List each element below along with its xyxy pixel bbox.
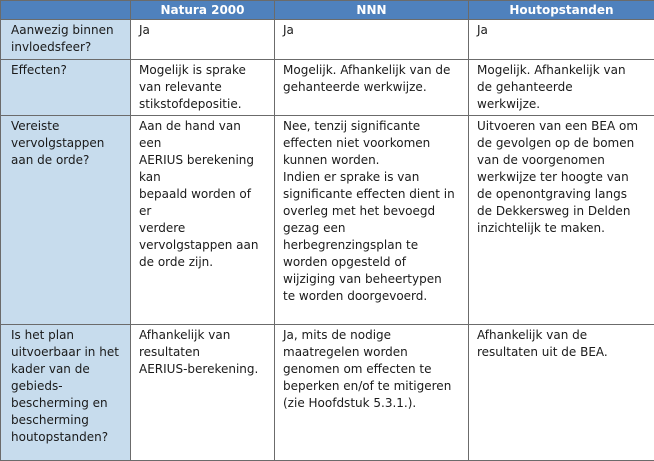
header-houtopstanden: Houtopstanden [469,1,654,20]
cell-houtopstanden: Ja [469,20,654,60]
header-corner [1,1,131,20]
table-row [1,116,654,325]
cell-nnn: Mogelijk. Afhankelijk van de gehanteerde werkwijze. [275,60,469,116]
table-row [1,20,654,60]
cell-houtopstanden: Mogelijk. Afhankelijk van de gehanteerde werkwijze. [469,60,654,116]
header-nnn: NNN [275,1,469,20]
header-row [1,1,654,20]
cell-natura: Mogelijk is sprake van relevante stikstofdepositie. [131,60,275,116]
cell-natura: Ja [131,20,275,60]
row-label: Is het plan uitvoerbaar in het kader van de gebieds- bescherming en bescherming houtopstanden? [1,325,131,461]
cell-natura: Afhankelijk van resultaten AERIUS-berekening. [131,325,275,461]
cell-houtopstanden: Afhankelijk van de resultaten uit de BEA. [469,325,654,461]
cell-natura: Aan de hand van een AERIUS berekening kan bepaald worden of er verdere vervolgstappen aan de orde zijn. [131,116,275,325]
row-label: Vereiste vervolgstappen aan de orde? [1,116,131,325]
header-natura-2000: Natura 2000 [131,1,275,20]
row-label: Effecten? [1,60,131,116]
cell-houtopstanden: Uitvoeren van een BEA om de gevolgen op de bomen van de voorgenomen werkwijze ter hoogte van de openontgraving langs de Dekkersweg in Delden inzichtelijk te maken. [469,116,654,325]
cell-nnn: Ja, mits de nodige maatregelen worden genomen om effecten te beperken en/of te mitigeren (zie Hoofdstuk 5.3.1.). [275,325,469,461]
row-label: Aanwezig binnen invloedsfeer? [1,20,131,60]
cell-nnn: Ja [275,20,469,60]
table-row [1,325,654,461]
table-row [1,60,654,116]
cell-nnn: Nee, tenzij significante effecten niet voorkomen kunnen worden. Indien er sprake is van significante effecten dient in overleg met het bevoegd gezag een herbegrenzingsplan te worden opgesteld of wijziging van beheertypen te worden doorgevoerd. [275,116,469,325]
